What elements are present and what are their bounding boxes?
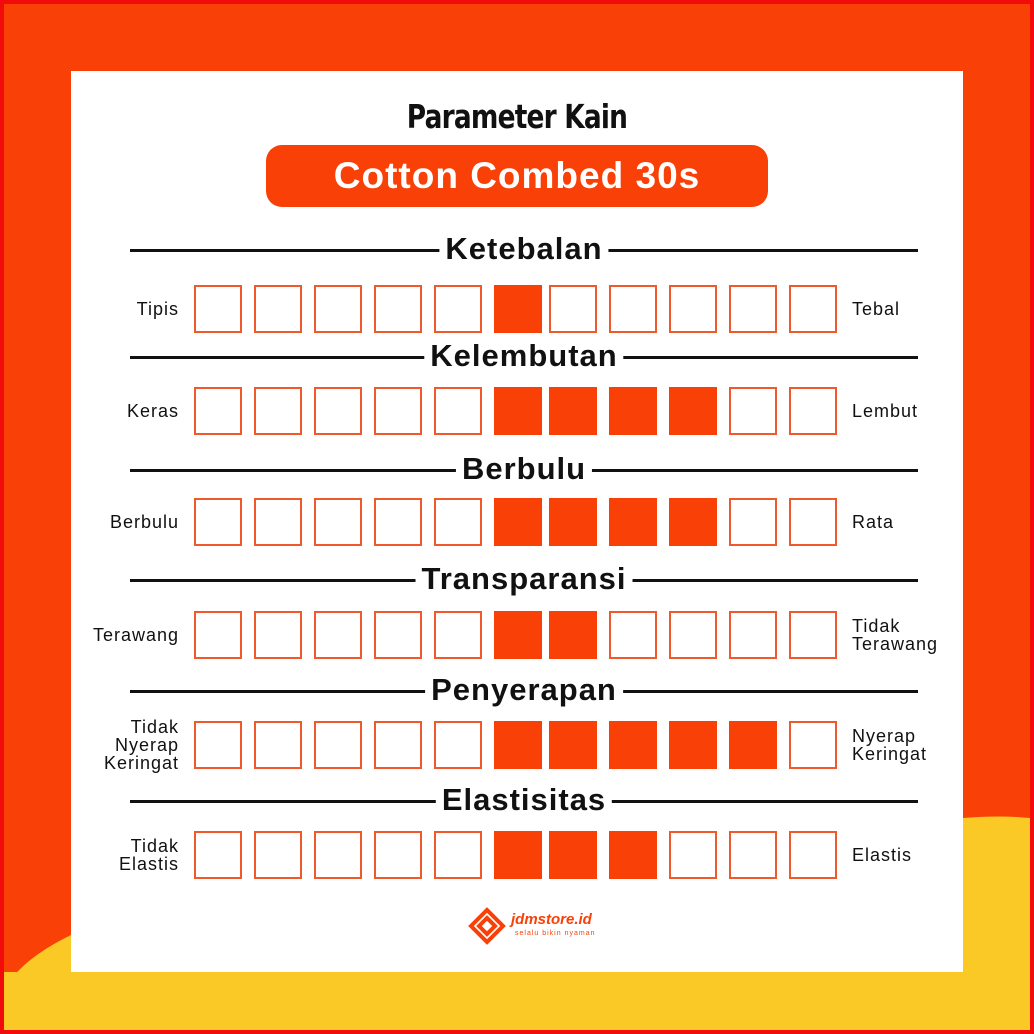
rating-box-filled bbox=[669, 498, 717, 546]
rating-box-empty bbox=[314, 387, 362, 435]
rating-box-empty bbox=[374, 387, 422, 435]
rating-box-empty bbox=[434, 831, 482, 879]
rating-box-empty bbox=[254, 831, 302, 879]
rating-box-empty bbox=[789, 831, 837, 879]
rating-box-empty bbox=[789, 498, 837, 546]
rating-box-filled bbox=[494, 387, 542, 435]
rating-box-empty bbox=[669, 611, 717, 659]
parameter-card bbox=[71, 71, 963, 972]
rating-box-filled bbox=[494, 831, 542, 879]
rating-box-empty bbox=[374, 831, 422, 879]
divider-rule bbox=[130, 782, 918, 817]
rating-box-empty bbox=[254, 387, 302, 435]
rating-box-filled bbox=[494, 498, 542, 546]
scale-min-label: Berbulu bbox=[109, 512, 179, 532]
rating-box-filled bbox=[549, 611, 597, 659]
rating-box-empty bbox=[194, 387, 242, 435]
yellow-bottom-band bbox=[4, 972, 1030, 1030]
rating-box-filled bbox=[609, 721, 657, 769]
rating-box-filled bbox=[549, 498, 597, 546]
rating-box-empty bbox=[549, 285, 597, 333]
rating-box-empty bbox=[789, 285, 837, 333]
rating-scale bbox=[71, 831, 963, 879]
brand-tagline: selalu bikin nyaman bbox=[515, 930, 596, 937]
rating-box-empty bbox=[729, 285, 777, 333]
divider-rule bbox=[130, 338, 918, 373]
rating-box-filled bbox=[669, 387, 717, 435]
rating-box-empty bbox=[669, 285, 717, 333]
rating-box-empty bbox=[434, 498, 482, 546]
scale-min-label: Keras bbox=[126, 401, 179, 421]
parameter-heading: Berbulu bbox=[456, 449, 592, 489]
rating-scale bbox=[71, 611, 963, 659]
parameter-heading: Ketebalan bbox=[439, 229, 608, 269]
rating-box-empty bbox=[789, 611, 837, 659]
rating-box-empty bbox=[729, 831, 777, 879]
rating-box-empty bbox=[789, 387, 837, 435]
rating-box-filled bbox=[729, 721, 777, 769]
rating-box-empty bbox=[374, 498, 422, 546]
scale-min-label: Tidak Nyerap Keringat bbox=[103, 717, 179, 773]
rating-box-empty bbox=[374, 721, 422, 769]
parameter-heading: Kelembutan bbox=[424, 336, 623, 376]
scale-min-label: Tidak Elastis bbox=[118, 836, 179, 874]
rating-box-empty bbox=[434, 285, 482, 333]
rating-box-empty bbox=[314, 611, 362, 659]
scale-max-label: Elastis bbox=[852, 845, 913, 865]
parameter-heading: Penyerapan bbox=[425, 670, 623, 710]
rating-box-empty bbox=[194, 498, 242, 546]
scale-max-label: Rata bbox=[852, 512, 895, 532]
rating-box-empty bbox=[374, 611, 422, 659]
rating-box-empty bbox=[254, 285, 302, 333]
rating-box-filled bbox=[609, 831, 657, 879]
brand-name: jdmstore.id bbox=[511, 911, 592, 928]
rating-box-empty bbox=[434, 387, 482, 435]
rating-box-filled bbox=[609, 498, 657, 546]
rating-box-empty bbox=[669, 831, 717, 879]
rating-box-empty bbox=[729, 498, 777, 546]
rating-box-empty bbox=[254, 498, 302, 546]
rating-box-empty bbox=[434, 611, 482, 659]
rating-box-empty bbox=[254, 721, 302, 769]
rating-box-filled bbox=[549, 831, 597, 879]
rating-box-filled bbox=[494, 611, 542, 659]
rating-box-empty bbox=[314, 285, 362, 333]
fabric-badge: Cotton Combed 30s bbox=[266, 145, 768, 207]
divider-rule bbox=[130, 672, 918, 707]
rating-box-empty bbox=[434, 721, 482, 769]
rating-box-filled bbox=[494, 721, 542, 769]
scale-min-label: Terawang bbox=[92, 625, 179, 645]
rating-box-empty bbox=[374, 285, 422, 333]
page-title: Parameter Kain bbox=[406, 97, 628, 136]
rating-box-empty bbox=[609, 611, 657, 659]
scale-min-label: Tipis bbox=[136, 299, 179, 319]
rating-box-empty bbox=[314, 831, 362, 879]
rating-box-empty bbox=[609, 285, 657, 333]
rating-scale bbox=[71, 498, 963, 546]
rating-box-empty bbox=[314, 721, 362, 769]
scale-max-label: Lembut bbox=[852, 401, 919, 421]
rating-box-empty bbox=[194, 285, 242, 333]
rating-box-filled bbox=[669, 721, 717, 769]
rating-box-empty bbox=[194, 831, 242, 879]
rating-box-filled bbox=[549, 387, 597, 435]
rating-box-empty bbox=[314, 498, 362, 546]
divider-rule bbox=[130, 451, 918, 486]
divider-rule bbox=[130, 231, 918, 266]
rating-box-empty bbox=[254, 611, 302, 659]
rating-box-empty bbox=[194, 611, 242, 659]
rating-scale bbox=[71, 387, 963, 435]
rating-scale bbox=[71, 717, 963, 773]
scale-max-label: Nyerap Keringat bbox=[852, 726, 928, 764]
scale-max-label: Tidak Terawang bbox=[852, 616, 939, 654]
rating-box-filled bbox=[494, 285, 542, 333]
rating-box-empty bbox=[729, 387, 777, 435]
rating-box-empty bbox=[789, 721, 837, 769]
rating-scale bbox=[71, 285, 963, 333]
rating-box-empty bbox=[729, 611, 777, 659]
parameter-heading: Transparansi bbox=[416, 559, 633, 599]
divider-rule bbox=[130, 561, 918, 596]
rating-box-filled bbox=[609, 387, 657, 435]
rating-box-empty bbox=[194, 721, 242, 769]
rating-box-filled bbox=[549, 721, 597, 769]
parameter-heading: Elastisitas bbox=[436, 780, 612, 820]
scale-max-label: Tebal bbox=[852, 299, 901, 319]
